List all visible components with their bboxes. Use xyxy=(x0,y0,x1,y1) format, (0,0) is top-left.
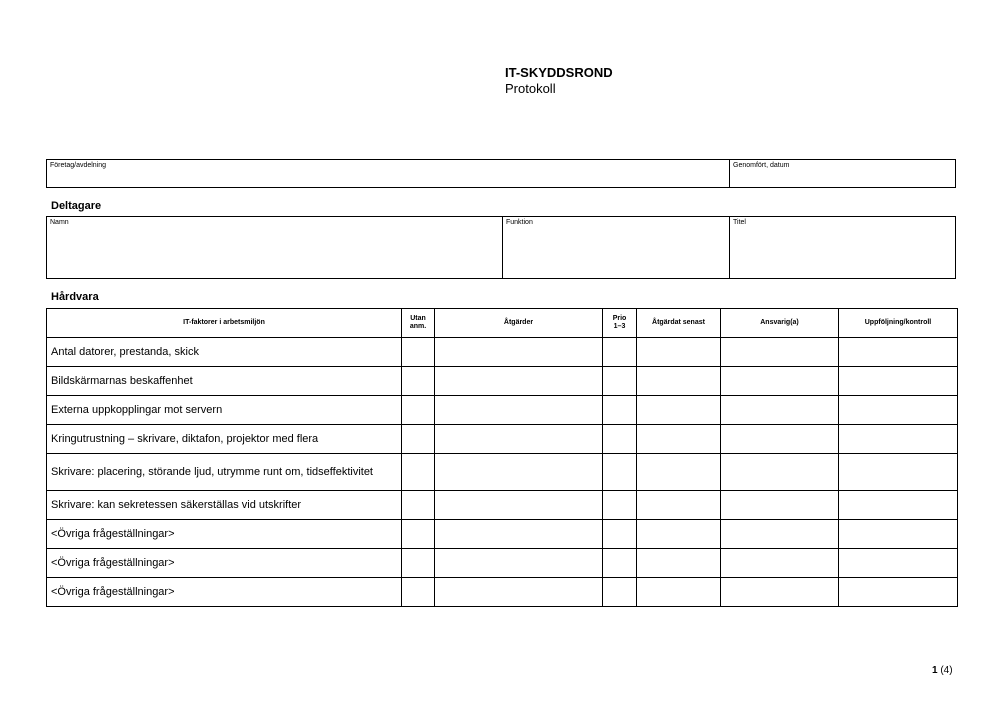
col-followup-header: Uppföljning/kontroll xyxy=(839,309,958,338)
prio-cell[interactable] xyxy=(603,454,637,491)
followup-cell[interactable] xyxy=(839,396,958,425)
actions-cell[interactable] xyxy=(435,338,603,367)
done-by-cell[interactable] xyxy=(637,338,721,367)
col-utan-line1: Utan xyxy=(410,315,426,322)
row-factor: Bildskärmarnas beskaffenhet xyxy=(47,367,402,396)
followup-cell[interactable] xyxy=(839,338,958,367)
company-field[interactable] xyxy=(47,160,729,187)
hardware-table xyxy=(46,308,958,607)
actions-cell[interactable] xyxy=(435,396,603,425)
followup-cell[interactable] xyxy=(839,549,958,578)
utan-cell[interactable] xyxy=(402,425,435,454)
row-factor: Externa uppkopplingar mot servern xyxy=(47,396,402,425)
title-label: Titel xyxy=(733,219,746,226)
prio-cell[interactable] xyxy=(603,491,637,520)
done-by-cell[interactable] xyxy=(637,396,721,425)
table-row xyxy=(47,425,958,454)
done-by-cell[interactable] xyxy=(637,578,721,607)
page-number xyxy=(932,665,953,676)
page-total: (4) xyxy=(940,665,953,676)
hardware-heading: Hårdvara xyxy=(51,291,99,303)
done-by-cell[interactable] xyxy=(637,549,721,578)
col-done-by-header: Åtgärdat senast xyxy=(637,309,721,338)
row-factor: <Övriga frågeställningar> xyxy=(47,549,402,578)
done-by-cell[interactable] xyxy=(637,454,721,491)
document-title-block xyxy=(505,65,613,97)
utan-cell[interactable] xyxy=(402,549,435,578)
participants-row xyxy=(46,216,956,279)
prio-cell[interactable] xyxy=(603,396,637,425)
col-utan-line2: anm. xyxy=(409,323,427,330)
row-factor: Skrivare: kan sekretessen säkerställas vid utskrifter xyxy=(47,491,402,520)
table-row xyxy=(47,549,958,578)
table-header-row xyxy=(47,309,958,338)
table-row xyxy=(47,491,958,520)
prio-cell[interactable] xyxy=(603,578,637,607)
name-field[interactable] xyxy=(47,217,502,278)
prio-cell[interactable] xyxy=(603,549,637,578)
actions-cell[interactable] xyxy=(435,520,603,549)
document-title: IT-SKYDDSROND xyxy=(505,65,613,80)
actions-cell[interactable] xyxy=(435,454,603,491)
done-by-cell[interactable] xyxy=(637,520,721,549)
responsible-cell[interactable] xyxy=(721,396,839,425)
row-factor: Kringutrustning – skrivare, diktafon, projektor med flera xyxy=(47,425,402,454)
prio-cell[interactable] xyxy=(603,367,637,396)
done-by-cell[interactable] xyxy=(637,491,721,520)
followup-cell[interactable] xyxy=(839,520,958,549)
col-actions-header: Åtgärder xyxy=(435,309,603,338)
responsible-cell[interactable] xyxy=(721,338,839,367)
utan-cell[interactable] xyxy=(402,396,435,425)
followup-cell[interactable] xyxy=(839,367,958,396)
name-label: Namn xyxy=(50,219,69,226)
document-subtitle: Protokoll xyxy=(505,81,556,96)
utan-cell[interactable] xyxy=(402,578,435,607)
prio-cell[interactable] xyxy=(603,520,637,549)
col-responsible-header: Ansvarig(a) xyxy=(721,309,839,338)
col-utan-header xyxy=(402,309,435,338)
row-factor: Skrivare: placering, störande ljud, utrymme runt om, tidseffektivitet xyxy=(47,454,402,491)
table-row xyxy=(47,396,958,425)
page-current: 1 xyxy=(932,665,938,676)
actions-cell[interactable] xyxy=(435,549,603,578)
followup-cell[interactable] xyxy=(839,578,958,607)
table-row xyxy=(47,454,958,491)
followup-cell[interactable] xyxy=(839,491,958,520)
prio-cell[interactable] xyxy=(603,425,637,454)
utan-cell[interactable] xyxy=(402,338,435,367)
title-field[interactable] xyxy=(729,217,955,278)
responsible-cell[interactable] xyxy=(721,578,839,607)
utan-cell[interactable] xyxy=(402,454,435,491)
responsible-cell[interactable] xyxy=(721,520,839,549)
col-factor-header: IT-faktorer i arbetsmiljön xyxy=(47,309,402,338)
table-row xyxy=(47,367,958,396)
done-by-cell[interactable] xyxy=(637,425,721,454)
table-row xyxy=(47,338,958,367)
actions-cell[interactable] xyxy=(435,367,603,396)
responsible-cell[interactable] xyxy=(721,549,839,578)
col-prio-header xyxy=(603,309,637,338)
row-factor: <Övriga frågeställningar> xyxy=(47,578,402,607)
col-prio-line1: Prio xyxy=(612,315,627,322)
col-prio-line2: 1–3 xyxy=(613,323,626,330)
followup-cell[interactable] xyxy=(839,425,958,454)
actions-cell[interactable] xyxy=(435,425,603,454)
utan-cell[interactable] xyxy=(402,520,435,549)
utan-cell[interactable] xyxy=(402,367,435,396)
function-field[interactable] xyxy=(502,217,729,278)
table-row xyxy=(47,578,958,607)
utan-cell[interactable] xyxy=(402,491,435,520)
prio-cell[interactable] xyxy=(603,338,637,367)
actions-cell[interactable] xyxy=(435,578,603,607)
responsible-cell[interactable] xyxy=(721,367,839,396)
responsible-cell[interactable] xyxy=(721,425,839,454)
actions-cell[interactable] xyxy=(435,491,603,520)
done-by-cell[interactable] xyxy=(637,367,721,396)
responsible-cell[interactable] xyxy=(721,454,839,491)
date-field[interactable] xyxy=(729,160,955,187)
function-label: Funktion xyxy=(506,219,533,226)
row-factor: <Övriga frågeställningar> xyxy=(47,520,402,549)
company-row xyxy=(46,159,956,188)
company-label: Företag/avdelning xyxy=(50,162,107,169)
row-factor: Antal datorer, prestanda, skick xyxy=(47,338,402,367)
participants-heading: Deltagare xyxy=(51,200,102,212)
date-label: Genomfört, datum xyxy=(733,162,790,169)
followup-cell[interactable] xyxy=(839,454,958,491)
table-row xyxy=(47,520,958,549)
responsible-cell[interactable] xyxy=(721,491,839,520)
